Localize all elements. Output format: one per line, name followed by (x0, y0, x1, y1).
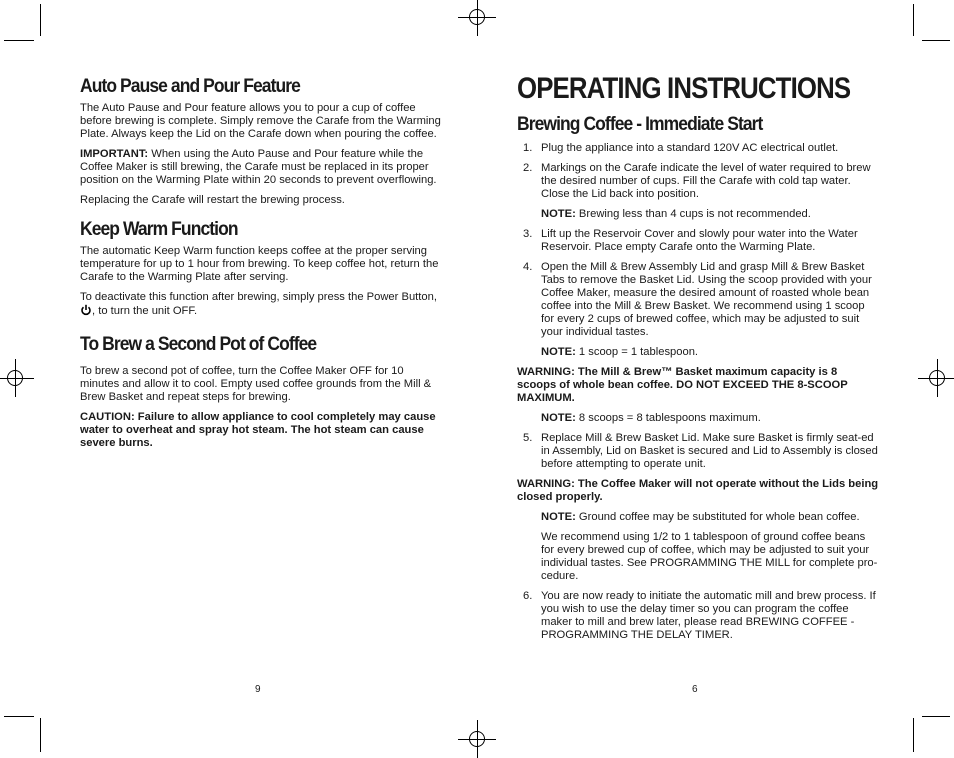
warning-text: WARNING: The Coffee Maker will not operate without the Lids being closed properly. (517, 478, 879, 503)
step-number: 5. (523, 432, 533, 444)
paragraph-keep-warm: The automatic Keep Warm function keeps coffee at the proper serving temperature for up to 1 hour from brewing. To keep coffee hot, return the Carafe to the Warming Plate after serving. (80, 245, 439, 283)
important-label: IMPORTANT: (80, 148, 149, 160)
caution-bold: CAUTION: Failure to allow appliance to cool completely may cause water to overheat and spray hot steam. The hot steam can cause severe burns. (80, 411, 436, 449)
paragraph-recommend: We recommend using 1/2 to 1 tablespoon of ground coffee beans for every brewed cup of coffee, which may be adjusted to suit your individual tastes. See PROGRAMMING THE MILL for complete pro-cedure. (541, 531, 878, 582)
crop-mark (922, 716, 950, 717)
registration-mark-left (4, 367, 26, 389)
page-number-left: 9 (255, 684, 261, 695)
note-label: NOTE: (541, 208, 576, 220)
step-number: 6. (523, 590, 533, 602)
registration-mark-right (926, 367, 948, 389)
crop-mark (4, 716, 34, 717)
crop-mark (913, 4, 914, 36)
note-4 (517, 511, 879, 524)
left-page (80, 76, 442, 450)
crop-mark (913, 718, 914, 752)
step-2 (517, 162, 879, 201)
page-number-right: 6 (692, 684, 698, 695)
page-title: OPERATING INSTRUCTIONS (517, 72, 851, 105)
paragraph-important (80, 148, 442, 187)
step-number: 4. (523, 261, 533, 273)
step-text: You are now ready to initiate the automatic mill and brew process. If you wish to use the delay timer so you can program the coffee maker to mill and brew later, please read BREWING COFFEE - PROGRAMMING THE DELAY TIMER. (541, 590, 876, 641)
note-3 (517, 412, 879, 425)
deactivate-text-1: To deactivate this function after brewing, simply press the Power Button, (80, 291, 437, 303)
note-label: NOTE: (541, 346, 576, 358)
step-1 (517, 142, 879, 155)
note-2 (517, 346, 879, 359)
note-1 (517, 208, 879, 221)
step-text: Markings on the Carafe indicate the level of water required to brew the desired number of cups. Fill the Carafe with cold tap water. Close the Lid back into position. (541, 162, 871, 200)
note-text: 8 scoops = 8 tablespoons maximum. (575, 412, 761, 424)
step-4 (517, 261, 879, 339)
crop-mark (40, 4, 41, 36)
power-icon (80, 304, 92, 316)
step-number: 1. (523, 142, 533, 154)
step-number: 3. (523, 228, 533, 240)
step-text: Lift up the Reservoir Cover and slowly pour water into the Water Reservoir. Place empty Carafe onto the Warming Plate. (541, 228, 858, 253)
crop-mark (40, 718, 41, 752)
step-6 (517, 590, 879, 642)
note-label: NOTE: (541, 412, 576, 424)
step-number: 2. (523, 162, 533, 174)
heading-auto-pause: Auto Pause and Pour Feature (80, 76, 300, 97)
step-text: Open the Mill & Brew Assembly Lid and grasp Mill & Brew Basket Tabs to remove the Basket Lid. Using the scoop provided with your Coffee Maker, measure the desired amount of roasted whole bean coffee into the Mill & Brew Basket. We recommend using 1 scoop for every 2 cups of brewed coffee, which may be adjusted to suit your individual tastes. (541, 261, 872, 338)
paragraph-auto-pause: The Auto Pause and Pour feature allows you to pour a cup of coffee before brewing is complete. Simply remove the Carafe from the Warming Plate. Always keep the Lid on the Carafe down when pouring the coffee. (80, 102, 441, 140)
paragraph-deactivate (80, 291, 442, 318)
warning-text: WARNING: The Mill & Brew™ Basket maximum capacity is 8 scoops of whole bean coffee. DO NOT EXCEED THE 8-SCOOP MAXIMUM. (517, 366, 848, 404)
heading-keep-warm: Keep Warm Function (80, 219, 238, 240)
note-text: Brewing less than 4 cups is not recommended. (575, 208, 811, 220)
step-text: Plug the appliance into a standard 120V AC electrical outlet. (541, 142, 839, 154)
caution-text (80, 411, 442, 450)
registration-mark-bottom (466, 728, 488, 750)
important-text: When using the Auto Pause and Pour feature while the Coffee Maker is still brewing, the Carafe must be replaced in its proper position on the Warming Plate within 20 seconds to prevent overflowing. (80, 148, 437, 186)
crop-mark (4, 40, 34, 41)
step-5 (517, 432, 879, 471)
note-label: NOTE: (541, 511, 576, 523)
note-text: 1 scoop = 1 tablespoon. (575, 346, 699, 358)
warning-1 (517, 366, 879, 405)
crop-mark (922, 40, 950, 41)
section-heading-brewing: Brewing Coffee - Immediate Start (517, 114, 763, 135)
deactivate-text-2: , to turn the unit OFF. (92, 305, 198, 317)
note-text: Ground coffee may be substituted for whole bean coffee. (575, 511, 860, 523)
step-text: Replace Mill & Brew Basket Lid. Make sure Basket is firmly seat-ed in Assembly, Lid on Basket is secured and Lid to Assembly is closed before attempting to operate unit. (541, 432, 878, 470)
step-3 (517, 228, 879, 254)
paragraph-second-pot: To brew a second pot of coffee, turn the Coffee Maker OFF for 10 minutes and allow it to cool. Empty used coffee grounds from the Mill & Brew Basket and repeat steps for brewing. (80, 365, 432, 403)
heading-second-pot: To Brew a Second Pot of Coffee (80, 334, 317, 355)
paragraph-replacing: Replacing the Carafe will restart the brewing process. (80, 194, 345, 206)
warning-2 (517, 478, 879, 504)
registration-mark-top (466, 6, 488, 28)
right-page (517, 72, 879, 642)
